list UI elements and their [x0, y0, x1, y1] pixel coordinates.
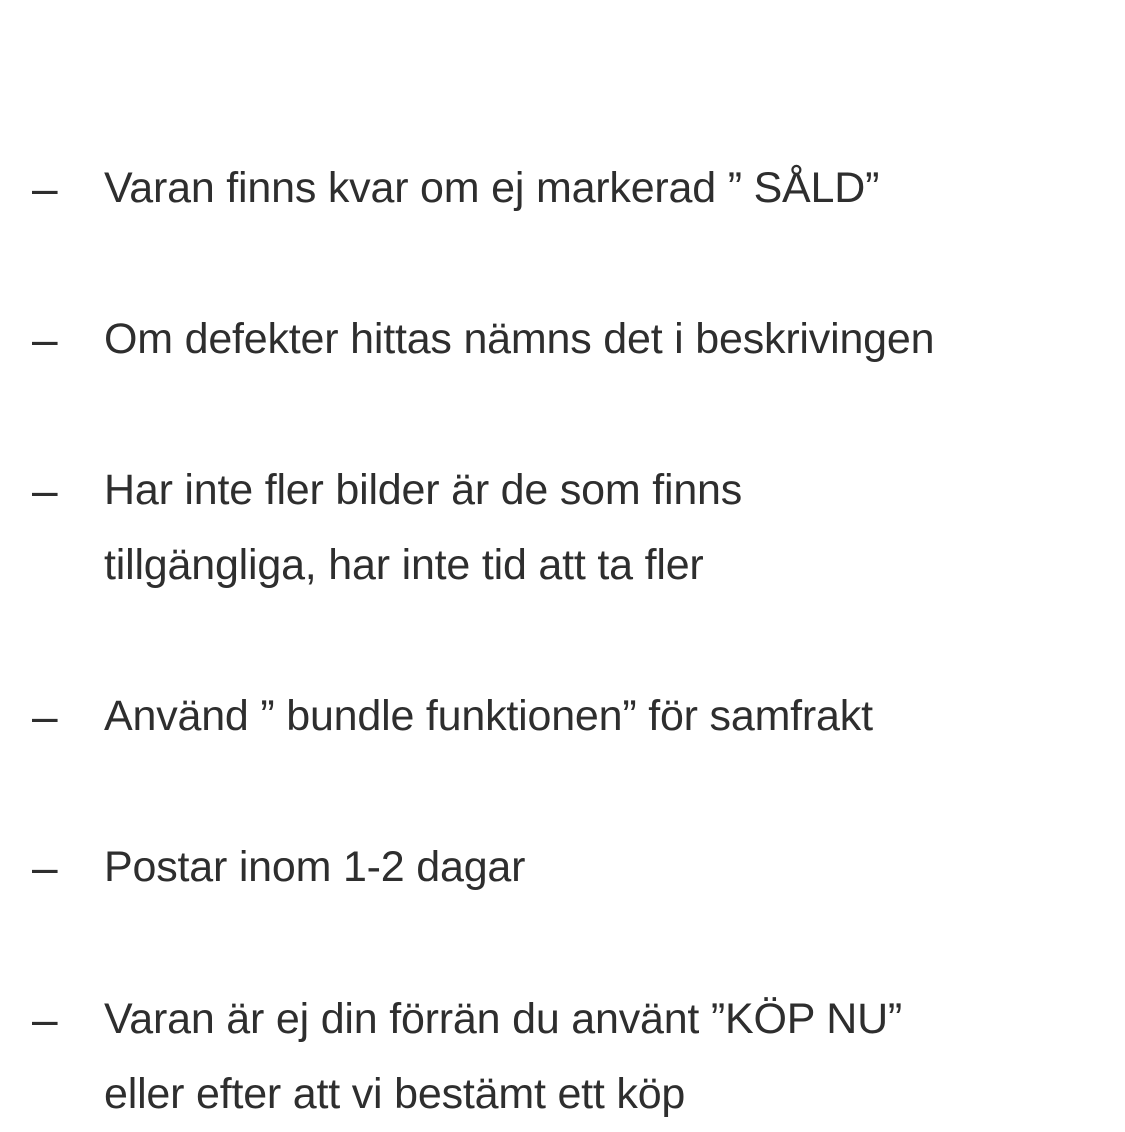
list-item-line: Varan finns kvar om ej markerad ” SÅLD”: [104, 164, 880, 212]
list-item-text: [104, 151, 1125, 226]
list-item-line: Varan är ej din förrän du använt ”KÖP NU”: [104, 995, 903, 1043]
list-item-text: [104, 302, 1125, 377]
dash-bullet: –: [32, 690, 58, 742]
dash-bullet: –: [32, 464, 58, 516]
dash-bullet: –: [32, 162, 58, 214]
dash-bullet: –: [32, 993, 58, 1045]
list-item-line: Har inte fler bilder är de som finns: [104, 466, 743, 514]
list-item-text: [104, 679, 1125, 754]
list-item-text: [104, 830, 1125, 905]
list-item-text: [104, 982, 1125, 1132]
list-item-line: tillgängliga, har inte tid att ta fler: [104, 541, 704, 589]
list-item-line: Om defekter hittas nämns det i beskrivingen: [104, 315, 935, 363]
list-item-line: Använd ” bundle funktionen” för samfrakt: [104, 692, 873, 740]
list-item-line: eller efter att vi bestämt ett köp: [104, 1070, 686, 1118]
list-item-text: [104, 453, 1125, 603]
dash-bullet: –: [32, 841, 58, 893]
dash-bullet: –: [32, 313, 58, 365]
list-item-line: Postar inom 1-2 dagar: [104, 843, 526, 891]
